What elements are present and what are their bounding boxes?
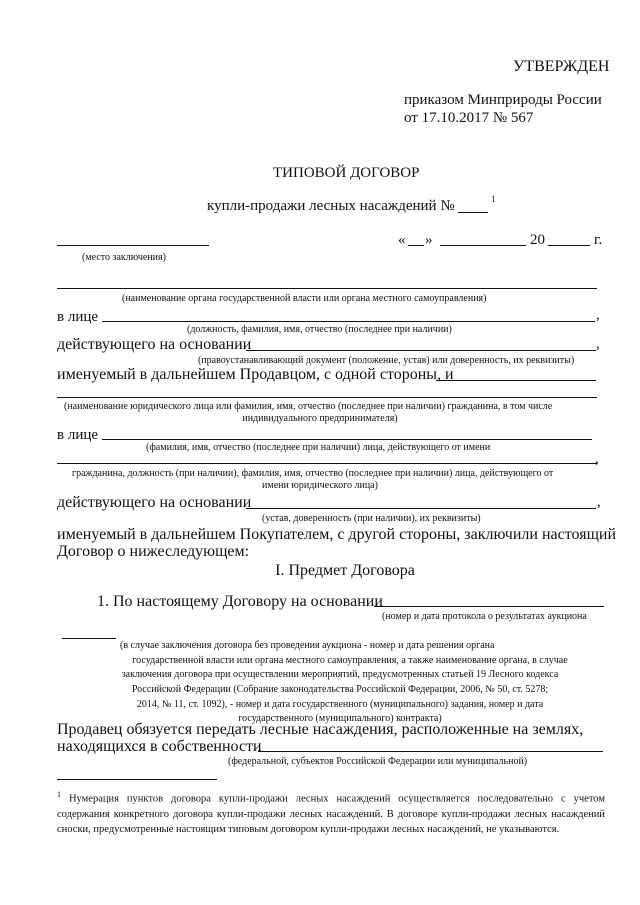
- approved-stamp: УТВЕРЖДЕН: [513, 58, 610, 75]
- year-field[interactable]: [548, 245, 590, 246]
- position-caption: (должность, фамилия, имя, отчество (последнее при наличии): [187, 324, 452, 335]
- contract-number-field[interactable]: [458, 212, 488, 213]
- basis-caption: (правоустанавливающий документ (положение, устав) или доверенность, их реквизиты): [198, 355, 575, 366]
- footnote-mark: 1: [57, 790, 61, 799]
- seller-obliges-1: Продавец обязуется передать лесные насаждения, расположенные на землях,: [57, 721, 584, 738]
- paragraph-1: 1. По настоящему Договору на основании: [97, 593, 383, 610]
- buyer-line-2: Договор о нижеследующем:: [57, 543, 250, 560]
- basis-field-2[interactable]: [246, 508, 596, 509]
- authority-caption: (наименование органа государственной власти или органа местного самоуправления): [122, 293, 487, 304]
- caption-block-2: государственной власти или органа местного самоуправления, а также наименование органа, в случае: [132, 655, 568, 666]
- comma-2: ,: [596, 336, 600, 352]
- buyer-line-1: именуемый в дальнейшем Покупателем, с другой стороны, заключили настоящий: [57, 526, 617, 543]
- authority-field[interactable]: [57, 288, 597, 289]
- in-person-label-2: в лице: [57, 427, 99, 443]
- seller-obliges-2: находящихся в собственности: [57, 738, 262, 755]
- year-prefix: 20: [530, 232, 545, 248]
- order-line-2: от 17.10.2017 № 567: [404, 110, 534, 126]
- protocol-field[interactable]: [374, 606, 604, 607]
- date-close-quote: »: [425, 232, 433, 248]
- comma: ,: [596, 307, 600, 323]
- comma-4: ,: [597, 494, 601, 510]
- caption-block-4: Российской Федерации (Собрание законодательства Российской Федерации, 2006, № 50, ст. 5278;: [131, 684, 549, 695]
- caption-block-6: государственного (муниципального) контракта): [238, 713, 442, 724]
- person-caption-3: имени юридического лица): [262, 480, 378, 491]
- person-caption-2: гражданина, должность (при наличии), фамилия, имя, отчество (последнее при наличии) лица, действующего от: [72, 468, 554, 479]
- acting-basis-label-2: действующего на основании: [57, 494, 252, 511]
- protocol-caption: (номер и дата протокола о результатах аукциона: [382, 611, 587, 622]
- ownership-caption: (федеральной, субъектов Российской Федерации или муниципальной): [228, 756, 528, 767]
- buyer-caption-2: индивидуального предпринимателя): [242, 413, 398, 424]
- buyer-representative-field-2[interactable]: [57, 463, 597, 464]
- document-subtitle: [207, 198, 455, 215]
- buyer-name-field-start[interactable]: [436, 380, 596, 381]
- month-field[interactable]: [440, 245, 526, 246]
- buyer-representative-field[interactable]: [102, 439, 592, 440]
- decision-field[interactable]: [62, 638, 116, 639]
- seller-line: именуемый в дальнейшем Продавцом, с одной стороны, и: [57, 366, 454, 383]
- caption-block-5: 2014, № 11, ст. 1092), - номер и дата государственного (муниципального) задания, номер и дата: [136, 699, 544, 710]
- ownership-field[interactable]: [258, 751, 603, 752]
- date-open-quote: «: [398, 232, 406, 248]
- basis-field[interactable]: [246, 350, 596, 351]
- document-title: ТИПОВОЙ ДОГОВОР: [273, 165, 420, 181]
- person-caption: (фамилия, имя, отчество (последнее при наличии) лица, действующего от имени: [146, 442, 491, 453]
- comma-3: ,: [595, 451, 599, 467]
- footnote: [57, 787, 605, 837]
- buyer-caption-1: (наименование юридического лица или фамилия, имя, отчество (последнее при наличии) гражданина, в том числе: [64, 401, 553, 412]
- order-line-1: приказом Минприроды России: [404, 92, 602, 108]
- in-person-label: в лице: [57, 309, 99, 325]
- place-field[interactable]: [57, 245, 209, 246]
- buyer-name-field[interactable]: [57, 397, 597, 398]
- year-suffix: г.: [594, 232, 603, 248]
- footnote-separator: [57, 779, 217, 780]
- section-heading: I. Предмет Договора: [275, 562, 415, 579]
- caption-block-1: (в случае заключения договора без проведения аукциона - номер и дата решения органа: [120, 640, 495, 651]
- footnote-text: Нумерация пунктов договора купли-продажи лесных насаждений осуществляется последовательно с учетом содержания конкретного договора купли-продажи лесных насаждений. В договоре купли-продажи лесных насаждений сноски, предусмотренные настоящим типовым договором купли-продажи лесных насаждений, не указываются.: [57, 793, 605, 835]
- acting-basis-label: действующего на основании: [57, 336, 252, 353]
- basis-caption-2: (устав, доверенность (при наличии), их реквизиты): [262, 513, 481, 524]
- caption-block-3: заключения договора при осуществлении мероприятий, предусмотренных статьей 19 Лесного кодекса: [121, 669, 559, 680]
- footnote-ref: 1: [491, 194, 496, 204]
- representative-field[interactable]: [102, 321, 595, 322]
- day-field[interactable]: [408, 245, 424, 246]
- subtitle-text: купли-продажи лесных насаждений №: [207, 198, 455, 214]
- place-caption: (место заключения): [82, 252, 166, 263]
